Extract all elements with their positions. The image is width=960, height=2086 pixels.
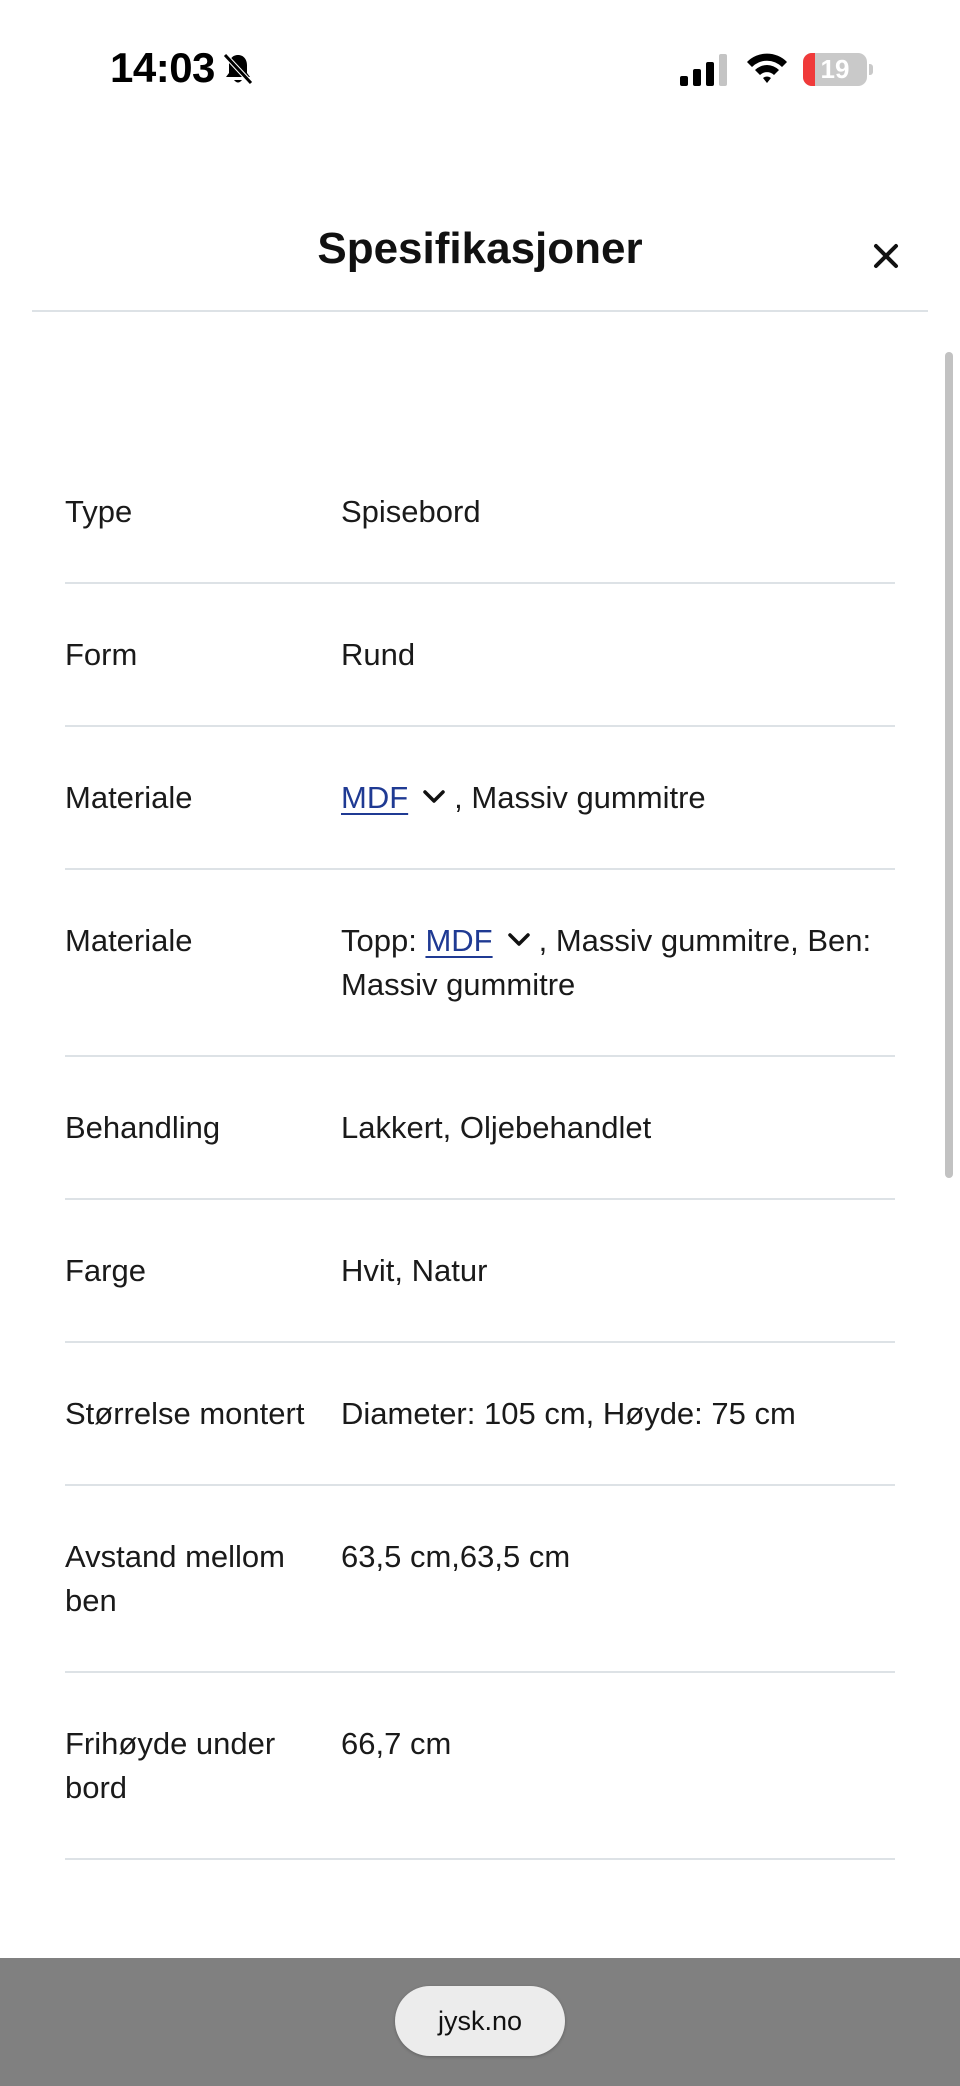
spec-row-frihoyde: [65, 1673, 895, 1860]
modal-title: Spesifikasjoner: [317, 224, 643, 273]
spec-label: Materiale: [65, 780, 193, 815]
battery-level: 19: [820, 54, 850, 84]
spec-value: Rund: [341, 637, 416, 672]
browser-bottom-bar: [0, 1958, 960, 2086]
mdf-link[interactable]: MDF: [425, 923, 493, 958]
spec-row-materiale-detail: [65, 870, 895, 1057]
spec-table: [65, 441, 895, 1860]
spec-label: Avstand mellom ben: [65, 1539, 285, 1618]
cellular-signal-icon: [680, 54, 728, 86]
spec-label: Størrelse montert: [65, 1396, 305, 1431]
spec-label: Form: [65, 637, 138, 672]
spec-value-prefix: Topp:: [341, 923, 426, 958]
mdf-link[interactable]: MDF: [341, 780, 409, 815]
spec-row-storrelse: [65, 1343, 895, 1486]
spec-row-materiale: [65, 727, 895, 870]
spec-label: Behandling: [65, 1110, 221, 1145]
spec-value: Diameter: 105 cm, Høyde: 75 cm: [341, 1396, 796, 1431]
url-pill[interactable]: jysk.no: [395, 1986, 565, 2056]
close-icon: [872, 242, 900, 270]
spec-value: Lakkert, Oljebehandlet: [341, 1110, 652, 1145]
bell-slash-icon: [222, 52, 254, 86]
spec-value: [341, 776, 895, 820]
spec-value: 63,5 cm,63,5 cm: [341, 1539, 571, 1574]
spec-value: [341, 919, 895, 1007]
chevron-down-icon[interactable]: [422, 789, 446, 805]
spec-row-type: [65, 441, 895, 584]
spec-value-rest: , Massiv gummitre: [454, 780, 706, 815]
status-bar: [0, 0, 960, 140]
close-button[interactable]: [864, 234, 908, 278]
wifi-icon: [745, 50, 789, 86]
scrollbar[interactable]: [945, 352, 953, 1178]
modal-header: [32, 200, 928, 312]
battery-icon: [803, 53, 873, 86]
spec-label: Materiale: [65, 923, 193, 958]
chevron-down-icon[interactable]: [507, 932, 531, 948]
spec-label: Frihøyde under bord: [65, 1726, 276, 1805]
spec-value-rest: , Massiv gummitre, Ben: Massiv gummitre: [341, 923, 872, 1002]
spec-label: Farge: [65, 1253, 146, 1288]
spec-label: Type: [65, 494, 133, 529]
spec-value: 66,7 cm: [341, 1726, 452, 1761]
spec-row-farge: [65, 1200, 895, 1343]
spec-row-avstand: [65, 1486, 895, 1673]
spec-value: Spisebord: [341, 494, 481, 529]
spec-row-form: [65, 584, 895, 727]
spec-row-behandling: [65, 1057, 895, 1200]
spec-value: Hvit, Natur: [341, 1253, 488, 1288]
status-time: 14:03: [110, 44, 215, 91]
